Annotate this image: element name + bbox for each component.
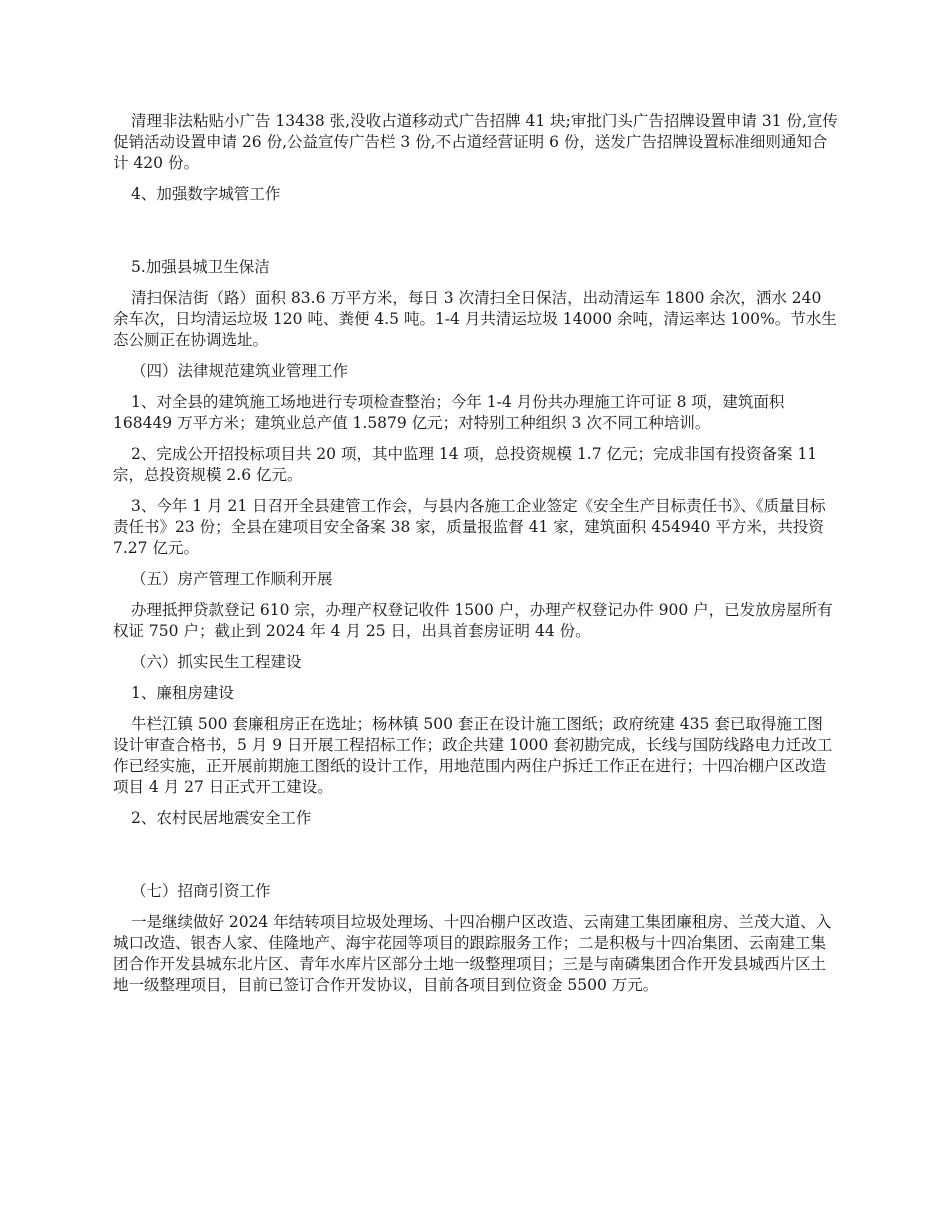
- heading-low-rent-housing: 1、廉租房建设: [131, 684, 234, 702]
- paragraph-safety-meeting: 3、今年 1 月 21 日召开全县建管工作会，与县内各施工企业签定《安全生产目标责任书》、《质量目标责任书》23 份；全县在建项目安全备案 38 家，质量报监督 41 家，建筑面积 454940 平方米，共投资 7.27 亿元。: [113, 497, 826, 557]
- document-page: [113, 111, 838, 996]
- heading-digital-city-management: 4、加强数字城管工作: [131, 185, 281, 203]
- paragraph-bidding: 2、完成公开招投标项目共 20 项，其中监理 14 项，总投资规模 1.7 亿元；完成非国有投资备案 11 宗，总投资规模 2.6 亿元。: [113, 445, 818, 484]
- heading-sanitation: 5.加强县城卫生保洁: [131, 258, 270, 276]
- heading-rural-earthquake-safety: 2、农村民居地震安全工作: [131, 809, 312, 827]
- paragraph-sanitation: 清扫保洁街（路）面积 83.6 万平方米，每日 3 次清扫全日保洁，出动清运车 1800 余次，洒水 240 余车次，日均清运垃圾 120 吨、粪便 4.5 吨。1-4 月共清运垃圾 14000 余吨，清运率达 100%。节水生态公厕正在协调选址。: [113, 289, 837, 349]
- section-heading-investment: （七）招商引资工作: [131, 882, 271, 900]
- paragraph-ad-cleanup: 清理非法粘贴小广告 13438 张,没收占道移动式广告招牌 41 块;审批门头广告招牌设置申请 31 份,宣传促销活动设置申请 26 份,公益宣传广告栏 3 份,不占道经营证明 6 份，送发广告招牌设置标准细则通知合计 420 份。: [113, 112, 838, 172]
- paragraph-investment: 一是继续做好 2024 年结转项目垃圾处理场、十四冶棚户区改造、云南建工集团廉租房、兰茂大道、入城口改造、银杏人家、佳隆地产、海宇花园等项目的跟踪服务工作；二是积极与十四冶集团、云南建工集团合作开发县城东北片区、青年水库片区部分土地一级整理项目；三是与南磷集团合作开发县城西片区土地一级整理项目，目前已签订合作开发协议，目前各项目到位资金 5500 万元。: [113, 913, 832, 994]
- section-heading-housing: （五）房产管理工作顺利开展: [131, 570, 333, 588]
- paragraph-housing: 办理抵押贷款登记 610 宗，办理产权登记收件 1500 户，办理产权登记办件 900 户，已发放房屋所有权证 750 户；截止到 2024 年 4 月 25 日，出具首套房证明 44 份。: [113, 601, 833, 640]
- paragraph-low-rent-housing: 牛栏江镇 500 套廉租房正在选址；杨林镇 500 套正在设计施工图纸；政府统建 435 套已取得施工图设计审查合格书，5 月 9 日开展工程招标工作；政企共建 1000 套初勘完成，长线与国防线路电力迁改工作已经实施，正开展前期施工图纸的设计工作，用地范围内两住户拆迁工作正在进行；十四冶棚户区改造项目 4 月 27 日正式开工建设。: [113, 715, 833, 796]
- paragraph-construction-inspection: 1、对全县的建筑施工场地进行专项检查整治；今年 1-4 月份共办理施工许可证 8 项，建筑面积 168449 万平方米；建筑业总产值 1.5879 亿元；对特别工种组织 3 次不同工种培训。: [113, 393, 785, 432]
- section-heading-livelihood: （六）抓实民生工程建设: [131, 653, 302, 671]
- section-heading-construction: （四）法律规范建筑业管理工作: [131, 362, 349, 380]
